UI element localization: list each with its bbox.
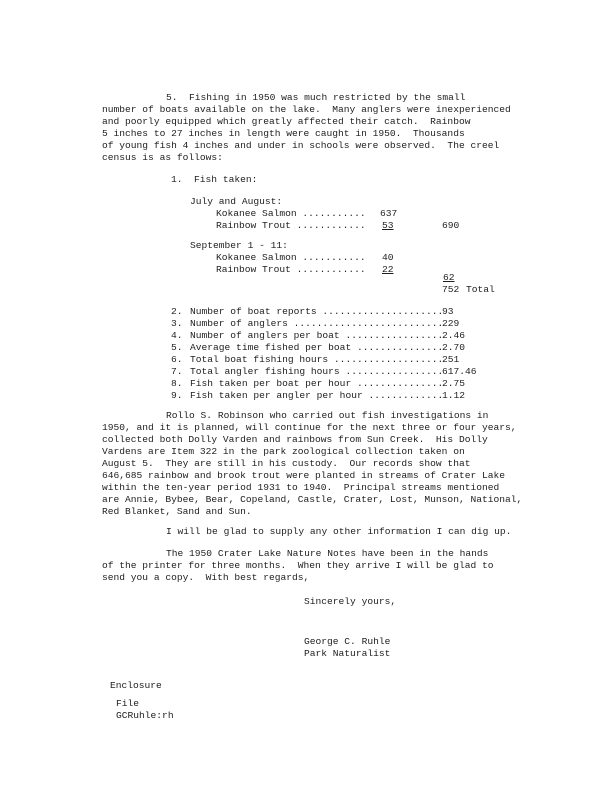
stat-label: Number of boat reports ..................... (190, 306, 444, 317)
para4-line-2: of the printer for three months. When they arrive I will be glad to (102, 560, 494, 571)
period2-rainbow-label: Rainbow Trout ............ (216, 264, 366, 275)
period2-rainbow-count: 22 (382, 264, 394, 275)
stat-num: 8. (171, 378, 183, 389)
stat-value: 617.46 (442, 366, 477, 377)
stat-label: Fish taken per boat per hour ............... (190, 378, 444, 389)
para2-line-6: 646,685 rainbow and brook trout were planted in streams of Crater Lake (102, 470, 506, 481)
file-note: File (116, 698, 140, 709)
stat-num: 6. (171, 354, 183, 365)
closing: Sincerely yours, (304, 596, 397, 607)
para2-line-9: Red Blanket, Sand and Sun. (102, 506, 252, 517)
reference-initials: GCRuhle:rh (116, 710, 174, 721)
para1-line-4: 5 inches to 27 inches in length were caught in 1950. Thousands (102, 128, 465, 139)
stat-value: 2.75 (442, 378, 466, 389)
period2-label: September 1 - 11: (190, 240, 288, 251)
para1-line-5: of young fish 4 inches and under in schools were observed. The creel (102, 140, 500, 151)
stat-value: 2.70 (442, 342, 466, 353)
para2-line-5: August 5. They are still in his custody. Our records show that (102, 458, 471, 469)
para2-line-7: within the ten-year period 1931 to 1940. Principal streams mentioned (102, 482, 500, 493)
period1-rainbow-label: Rainbow Trout ............ (216, 220, 366, 231)
stat-num: 7. (171, 366, 183, 377)
enclosure-note: Enclosure (110, 680, 162, 691)
stat-num: 5. (171, 342, 183, 353)
period1-rainbow-count: 53 (382, 220, 394, 231)
period2-subtotal: 62 (443, 272, 455, 283)
period2-kokanee-count: 40 (382, 252, 394, 263)
stat-label: Number of anglers .......................... (190, 318, 444, 329)
signature-title: Park Naturalist (304, 648, 391, 659)
para1-line-3: and poorly equipped which greatly affected their catch. Rainbow (102, 116, 471, 127)
stat-label: Number of anglers per boat ................. (190, 330, 444, 341)
stat-num: 4. (171, 330, 183, 341)
stat-label: Fish taken per angler per hour ............. (190, 390, 444, 401)
grand-total-value: 752 (442, 284, 460, 295)
period1-kokanee-count: 637 (380, 208, 398, 219)
stat-label: Total boat fishing hours ................... (190, 354, 444, 365)
para4-line-1: The 1950 Crater Lake Nature Notes have been in the hands (166, 548, 489, 559)
signature-name: George C. Ruhle (304, 636, 391, 647)
census-item-1: 1. Fish taken: (171, 174, 258, 185)
period2-kokanee-label: Kokanee Salmon ........... (216, 252, 366, 263)
para2-line-3: collected both Dolly Varden and rainbows from Sun Creek. His Dolly (102, 434, 488, 445)
para1-line-6: census is as follows: (102, 152, 223, 163)
para3: I will be glad to supply any other information I can dig up. (166, 526, 512, 537)
period1-label: July and August: (190, 196, 283, 207)
stat-value: 229 (442, 318, 460, 329)
period1-subtotal: 690 (442, 220, 460, 231)
stat-num: 2. (171, 306, 183, 317)
grand-total-label: Total (466, 284, 495, 295)
stat-value: 251 (442, 354, 460, 365)
stat-label: Total angler fishing hours ................. (190, 366, 444, 377)
stat-num: 3. (171, 318, 183, 329)
stat-value: 93 (442, 306, 454, 317)
para2-line-8: are Annie, Bybee, Bear, Copeland, Castle, Crater, Lost, Munson, National, (102, 494, 523, 505)
para4-line-3: send you a copy. With best regards, (102, 572, 310, 583)
para2-line-1: Rollo S. Robinson who carried out fish investigations in (166, 410, 489, 421)
stat-num: 9. (171, 390, 183, 401)
para1-line-1: 5. Fishing in 1950 was much restricted by the small (166, 92, 466, 103)
para1-line-2: number of boats available on the lake. Many anglers were inexperienced (102, 104, 511, 115)
stat-value: 1.12 (442, 390, 466, 401)
para2-line-4: Vardens are Item 322 in the park zoological collection taken on (102, 446, 465, 457)
stat-value: 2.46 (442, 330, 466, 341)
period1-kokanee-label: Kokanee Salmon ........... (216, 208, 366, 219)
para2-line-2: 1950, and it is planned, will continue for the next three or four years, (102, 422, 517, 433)
stat-label: Average time fished per boat ............... (190, 342, 444, 353)
